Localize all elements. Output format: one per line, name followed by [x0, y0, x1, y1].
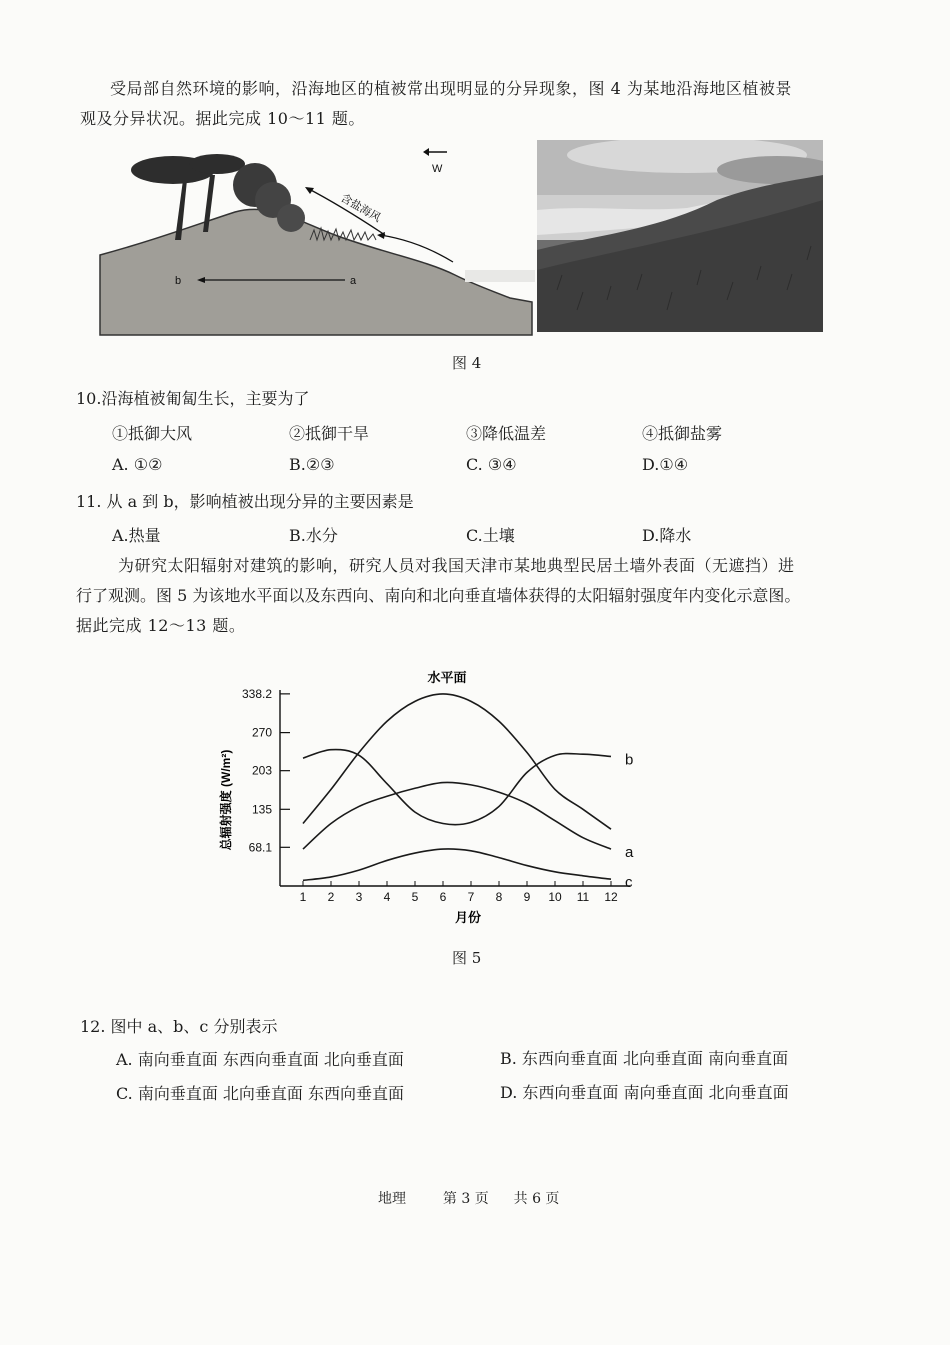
q10-option-c[interactable]: C. ③④ [466, 455, 517, 474]
q10-option-a[interactable]: A. ①② [112, 455, 163, 474]
sea-surface [465, 270, 535, 282]
q10-item-2: ②抵御干旱 [289, 424, 370, 443]
chart-x-tick-label: 11 [576, 890, 590, 904]
chart-x-tick-label: 3 [355, 890, 363, 904]
chart-x-tick-label: 6 [439, 890, 447, 904]
chart-x-tick-label: 9 [523, 890, 531, 904]
q12-option-d[interactable]: D. 东西向垂直面 南向垂直面 北向垂直面 [500, 1083, 789, 1102]
q10-option-b[interactable]: B.②③ [289, 455, 335, 474]
coastal-photo [537, 140, 823, 332]
chart-x-tick-label: 12 [604, 890, 618, 904]
intro-2-line-1: 为研究太阳辐射对建筑的影响，研究人员对我国天津市某地典型民居土墙外表面（无遮挡）进 [118, 556, 795, 575]
footer-page: 第 3 页 [442, 1191, 489, 1207]
footer-subject: 地理 [378, 1191, 406, 1207]
q11-option-a[interactable]: A.热量 [112, 526, 161, 545]
intro-paragraph-2 [76, 551, 878, 641]
chart-series-line-b [303, 750, 611, 825]
point-a-label: a [350, 275, 357, 287]
q10-item-1: ①抵御大风 [112, 424, 193, 443]
footer-total: 共 6 页 [513, 1191, 560, 1207]
chart-x-tick-label: 10 [548, 890, 562, 904]
chart-series-label-c: c [625, 874, 633, 892]
chart-x-tick-label: 7 [467, 890, 475, 904]
q12-option-a[interactable]: A. 南向垂直面 东西向垂直面 北向垂直面 [116, 1050, 404, 1069]
salt-wind-label: 含盐海风 [338, 192, 383, 225]
chart-series-line-c [303, 849, 611, 880]
chart-y-tick-label: 135 [251, 802, 272, 817]
fig4-caption: 图 4 [452, 354, 482, 372]
q10-item-4: ④抵御盐雾 [642, 424, 723, 443]
point-b-label: b [175, 275, 182, 287]
page-footer [378, 1188, 559, 1208]
chart-x-tick-label: 1 [299, 890, 307, 904]
fig5-chart [210, 660, 650, 930]
q12-option-b[interactable]: B. 东西向垂直面 北向垂直面 南向垂直面 [500, 1049, 789, 1068]
chart-y-tick-label: 203 [251, 763, 272, 778]
intro-1-line-2: 观及分异状况。据此完成 10～11 题。 [80, 109, 365, 128]
intro-2-line-2: 行了观测。图 5 为该地水平面以及东西向、南向和北向垂直墙体获得的太阳辐射强度年内变化示意图。 [76, 586, 801, 605]
q10-item-3: ③降低温差 [466, 424, 547, 443]
q12-stem: 12. 图中 a、b、c 分别表示 [80, 1017, 278, 1036]
intro-paragraph-1 [80, 74, 870, 134]
chart-x-tick-label: 8 [495, 890, 503, 904]
chart-y-tick-label: 68.1 [248, 840, 272, 855]
q10-stem: 10.沿海植被匍匐生长，主要为了 [76, 389, 310, 408]
q12-option-c[interactable]: C. 南向垂直面 北向垂直面 东西向垂直面 [116, 1084, 405, 1103]
q11-option-b[interactable]: B.水分 [289, 526, 338, 545]
chart-x-tick-label: 4 [383, 890, 391, 904]
chart-series-label-a: a [625, 844, 634, 862]
chart-series-line-a [303, 782, 611, 849]
chart-y-axis-label: 总辐射强度 (W/m²) [219, 749, 233, 851]
fig4-diagram [95, 140, 535, 340]
chart-title: 水平面 [427, 670, 467, 685]
intro-2-line-3: 据此完成 12～13 题。 [76, 616, 246, 635]
fig5-caption: 图 5 [452, 949, 482, 967]
q10-option-d[interactable]: D.①④ [642, 455, 689, 474]
chart-series-line-horizontal [303, 694, 611, 829]
chart-y-tick-label: 270 [251, 725, 272, 740]
intro-1-line-1: 受局部自然环境的影响，沿海地区的植被常出现明显的分异现象，图 4 为某地沿海地区植被景 [110, 79, 792, 98]
chart-series-label-b: b [625, 751, 634, 769]
chart-x-axis-label: 月份 [454, 910, 482, 925]
chart-x-tick-label: 5 [411, 890, 419, 904]
q11-option-c[interactable]: C.土壤 [466, 526, 515, 545]
q11-option-d[interactable]: D.降水 [642, 526, 692, 545]
chart-x-tick-label: 2 [327, 890, 335, 904]
wind-label: W [432, 163, 443, 175]
chart-y-tick-label: 338.2 [241, 686, 272, 701]
q11-stem: 11. 从 a 到 b，影响植被出现分异的主要因素是 [76, 492, 414, 511]
